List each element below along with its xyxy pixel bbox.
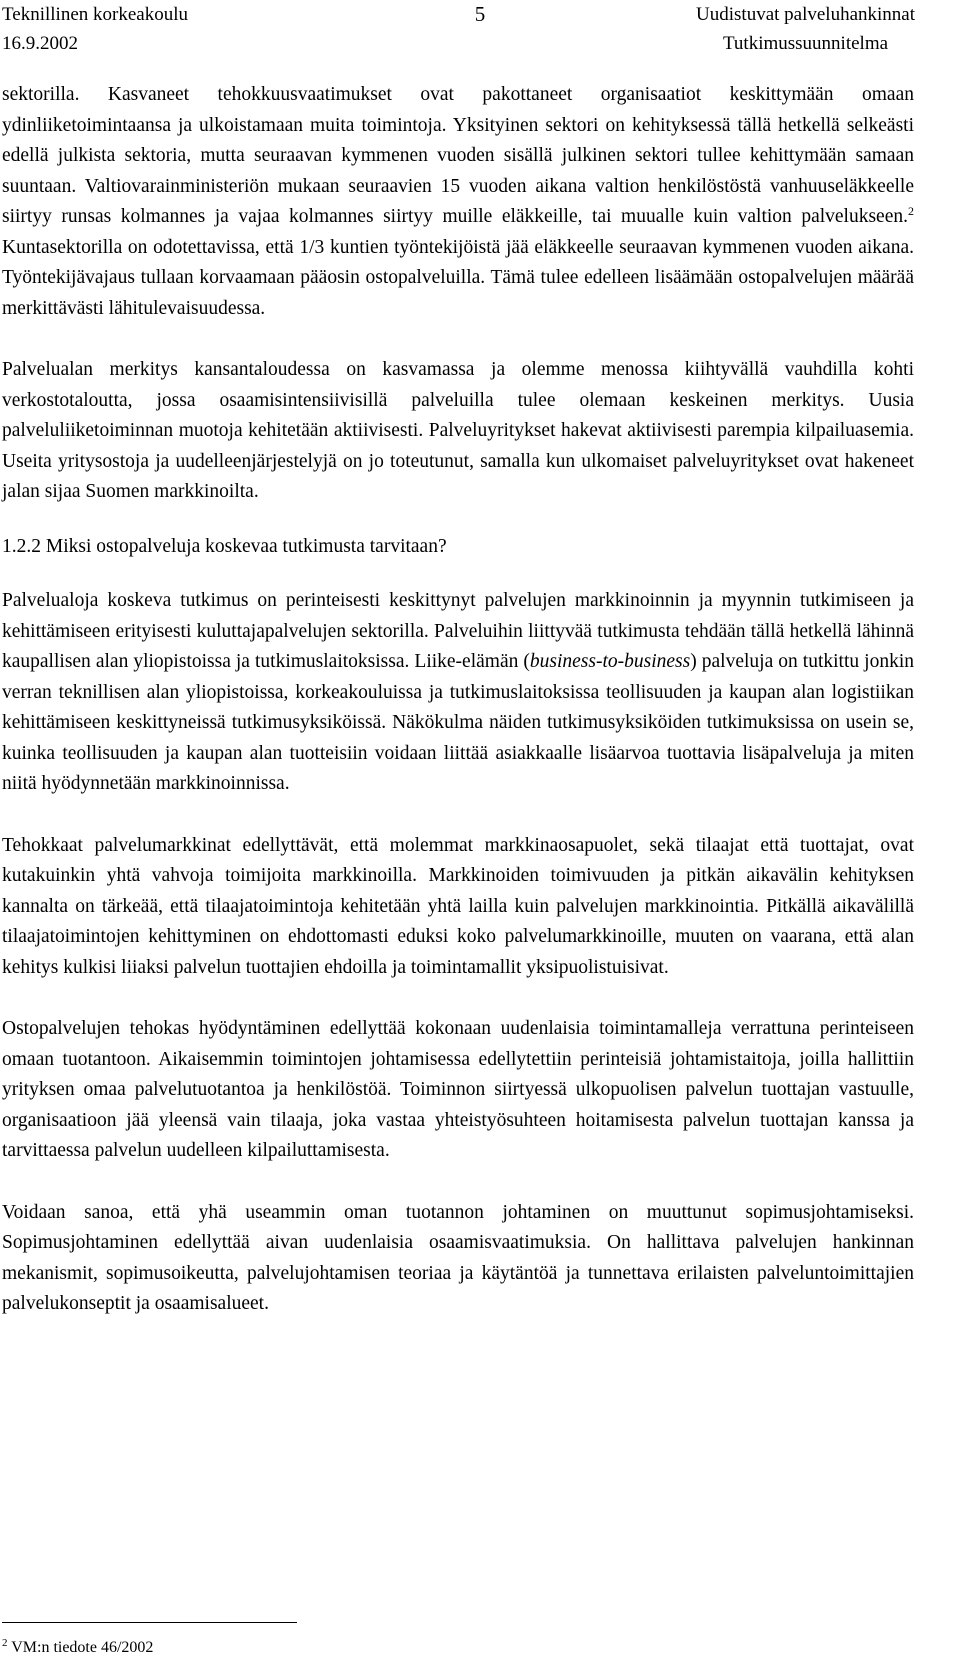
paragraph-3-italic-term: business-to-business <box>529 651 691 672</box>
header-date: 16.9.2002 <box>2 33 78 54</box>
paragraph-1 <box>2 80 914 324</box>
page-number: 5 <box>474 2 486 26</box>
section-heading: 1.2.2 Miksi ostopalveluja koskevaa tutkimusta tarvitaan? <box>2 535 447 557</box>
footnote-number: 2 <box>2 1637 8 1649</box>
paragraph-2: Palvelualan merkitys kansantaloudessa on kasvamassa ja olemme menossa kiihtyvällä vauhdilla kohti verkostotaloutta, jossa osaamisintensiivisillä palveluilla tulee olemaan keskeinen merkitys. Uusia palveluliiketoiminnan muotoja kehitetään aktiivisesti. Palveluyritykset hakevat aktiivisesti parempia kilpailuasemia. Useita yritysostoja ja uudelleenjärjestelyjä on jo toteutunut, samalla kun ulkomaiset palveluyritykset ovat hakeneet jalan sijaa Suomen markkinoilta. <box>2 359 914 502</box>
header-document-title: Uudistuvat palveluhankinnat <box>696 4 915 25</box>
header-document-type: Tutkimussuunnitelma <box>722 33 889 54</box>
paragraph-3 <box>2 586 914 800</box>
footnote-divider <box>2 1622 297 1623</box>
paragraph-1-text-a: sektorilla. Kasvaneet tehokkuusvaatimukset ovat pakottaneet organisaatiot keskittymään omaan ydinliiketoimintaansa ja ulkoistamaan muita toimintoja. Yksityinen sektori on kehityksessä tällä hetkellä selkeästi edellä julkista sektoria, mutta seuraavan kymmenen vuoden sisällä julkinen sektori tullee kehittymään samaan suuntaan. Valtiovarainministeriön mukaan seuraavien 15 vuoden aikana valtion henkilöstöstä vanhuuseläkkeelle siirtyy runsas kolmannes ja vajaa kolmannes siirtyy muille eläkkeille, tai muualle kuin valtion palvelukseen. <box>2 84 914 227</box>
paragraph-6: Voidaan sanoa, että yhä useammin oman tuotannon johtaminen on muuttunut sopimusjohtamiseksi. Sopimusjohtaminen edellyttää aivan uudenlaisia osaamisvaatimuksia. On hallittava palvelujen hankinnan mekanismit, sopimusoikeutta, palvelujohtamisen teoriaa ja käytäntöä ja tunnettava erilaisten palveluntoimittajien palvelukonseptit ja osaamisalueet. <box>2 1201 914 1314</box>
paragraph-3-text-a: Palvelualoja koskeva tutkimus on perinteisesti keskittynyt palvelujen markkinoinnin ja myynnin tutkimiseen ja kehittämiseen erityisesti kuluttajapalvelujen sektorilla. Palveluihin liittyvää tutkimusta tehdään tällä hetkellä lähinnä kaupallisen alan yliopistoissa ja tutkimuslaitoksissa. Liike-elämän ( <box>2 590 914 672</box>
footnote <box>2 1638 153 1658</box>
header-right <box>696 0 915 58</box>
paragraph-4: Tehokkaat palvelumarkkinat edellyttävät, että molemmat markkinaosapuolet, sekä tilaajat että tuottajat, ovat kutakuinkin yhtä vahvoja toimijoita markkinoilla. Markkinoiden toimivuuden ja pitkän aikavälin kehityksen kannalta on tärkeää, että tilaajatoimintoja kehitetään yhtä lailla kuin palvelujen markkinointia. Pitkällä aikavälillä tilaajatoimintojen kehittyminen on ehdottomasti eduksi koko palvelumarkkinoille, muuten on vaarana, että alan kehitys kulkisi liiaksi palvelun tuottajien ehdoilla ja toimintamallit yksipuolistuisivat. <box>2 834 914 978</box>
paragraph-5: Ostopalvelujen tehokas hyödyntäminen edellyttää kokonaan uudenlaisia toimintamalleja verrattuna perinteiseen omaan tuotantoon. Aikaisemmin toimintojen johtamisessa edellytettiin perinteisiä johtamistaitoja, joilla hallittiin yrityksen omaa palvelutuotantoa ja henkilöstöä. Toiminnon siirtyessä ulkopuolisen palvelun tuottajan vastuulle, organisaatioon jää yleensä vain tilaaja, joka vastaa yhteistyösuhteen hoitamisesta palvelun tuottajan kanssa ja tarvittaessa palvelun uudelleen kilpailuttamisesta. <box>2 1018 914 1161</box>
header-institution: Teknillinen korkeakoulu <box>2 4 188 25</box>
paragraph-3-text-b: ) palveluja on tutkittu jonkin verran teknillisen alan yliopistoissa, korkeakouluissa ja tutkimuslaitoksissa teollisuuden ja kaupan alan logistiikan kehittämiseen keskittyneissä tutkimusyksiköissä. Näkökulma näiden tutkimusyksiköiden tutkimuksissa on usein se, kuinka teollisuuden ja kaupan alan tuotteisiin voidaan liittää asiakkaalle lisäarvoa tuottavia lisäpalveluja ja miten niitä hyödynnetään markkinoinnissa. <box>2 651 914 794</box>
footnote-reference[interactable]: 2 <box>908 204 914 218</box>
page-header <box>0 0 960 60</box>
page-body <box>2 80 914 1320</box>
footnote-text: VM:n tiedote 46/2002 <box>7 1639 154 1656</box>
paragraph-1-text-b: Kuntasektorilla on odotettavissa, että 1/3 kuntien työntekijöistä jää eläkkeelle seuraavan kymmenen vuoden aikana. Työntekijävajaus tullaan korvaamaan pääosin ostopalveluilla. Tämä tulee edelleen lisäämään ostopalvelujen määrää merkittävästi lähitulevaisuudessa. <box>2 236 914 319</box>
